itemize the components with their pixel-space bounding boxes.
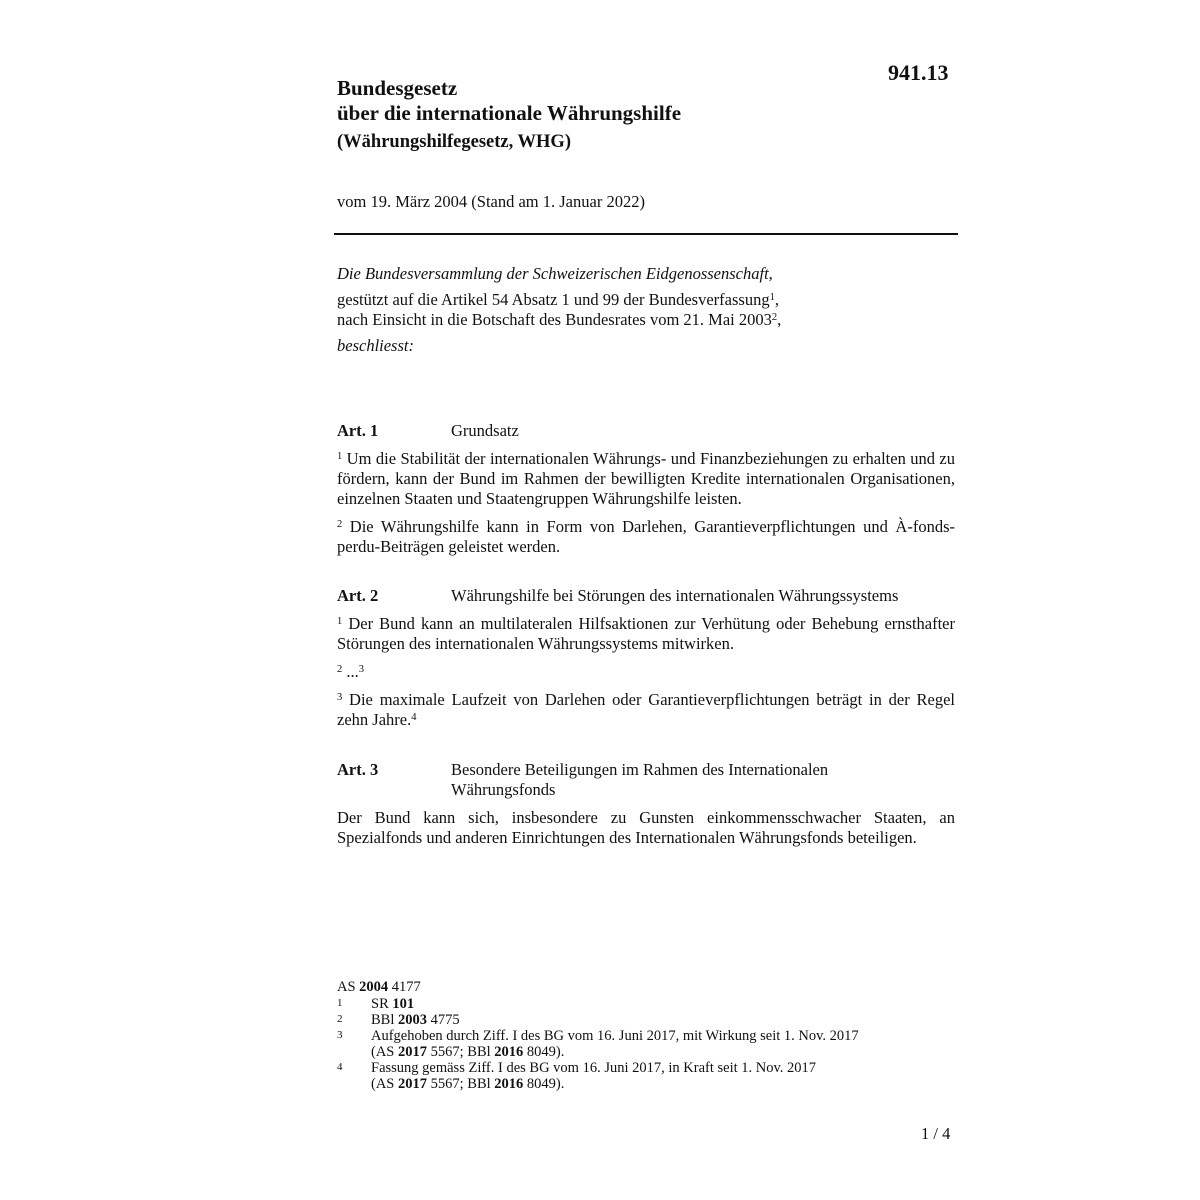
article-number: Art. 2 [337,586,379,605]
law-date: vom 19. März 2004 (Stand am 1. Januar 2022) [337,192,645,211]
article-title: Grundsatz [451,421,519,440]
footnote-ref[interactable]: 2 [771,312,778,323]
law-title [337,76,681,155]
footnote: 1 SR 101 [337,996,415,1012]
paragraph: $^1$ Um die Stabilität der internationalen Währungs- und Finanzbeziehungen zu erhalten und zu fördern, kann der Bund im Rahmen der bewilligten Kredite internationalen Organisationen, einzelnen Staaten und Staatengruppen Währungshilfe leisten. [337,449,955,508]
page-number: 1 / 4 [921,1124,951,1143]
paragraph: $^2$ Die Währungshilfe kann in Form von Darlehen, Garantieverpflichtungen und À-fonds-perdu-Beiträgen geleistet werden. [337,517,955,556]
footnotes [337,978,957,1092]
footnote: 2 BBl 2003 4775 [337,1012,460,1028]
divider [334,233,958,235]
article-title: Besondere Beteiligungen im Rahmen des Internationalen Währungsfonds [451,760,829,799]
article-3 [337,760,955,848]
preamble-message: nach Einsicht in die Botschaft des Bundesrates vom 21. Mai 2003$^2$, [337,310,782,329]
article-number: Art. 1 [337,421,379,440]
paragraph: $^2$ ...$^3$ [337,662,364,681]
preamble-basis: gestützt auf die Artikel 54 Absatz 1 und 99 der Bundesverfassung$^1$, [337,290,779,309]
sr-number: 941.13 [888,60,949,85]
paragraph: $^3$ Die maximale Laufzeit von Darlehen oder Garantieverpflichtungen beträgt in der Regel zehn Jahre.$^4$ [337,690,955,729]
footnote-ref[interactable]: 3 [358,664,364,675]
as-reference: AS 2004 4177 [337,979,421,995]
preamble [337,264,957,356]
title-line-2: über die internationale Währungshilfe [337,101,682,125]
preamble-intro: Die Bundesversammlung der Schweizerischen Eidgenossenschaft, [337,264,773,283]
paragraph: $^1$ Der Bund kann an multilateralen Hilfsaktionen zur Verhütung oder Behebung ernsthafter Störungen des internationalen Währungssystems mitwirken. [337,614,955,653]
paragraph: Der Bund kann sich, insbesondere zu Gunsten einkommensschwacher Staaten, an Spezialfonds und anderen Einrichtungen des Internationalen Währungsfonds beteiligen. [337,808,955,847]
title-line-1: Bundesgesetz [337,76,458,100]
preamble-decision: beschliesst: [337,336,414,355]
footnote-ref[interactable]: 1 [769,292,775,303]
footnote: 4 Fassung gemäss Ziff. I des BG vom 16. Juni 2017, in Kraft seit 1. Nov. 2017 (AS 2017 5567; BBl 2016 8049). [337,1060,817,1092]
footnote: 3 Aufgehoben durch Ziff. I des BG vom 16. Juni 2017, mit Wirkung seit 1. Nov. 2017 (AS 2017 5567; BBl 2016 8049). [337,1028,859,1060]
article-title: Währungshilfe bei Störungen des internationalen Währungssystems [451,586,899,605]
footnote-ref[interactable]: 4 [411,712,417,723]
title-short: (Währungshilfegesetz, WHG) [337,132,571,152]
article-number: Art. 3 [337,760,379,779]
article-1 [337,421,955,557]
article-2 [337,586,955,730]
